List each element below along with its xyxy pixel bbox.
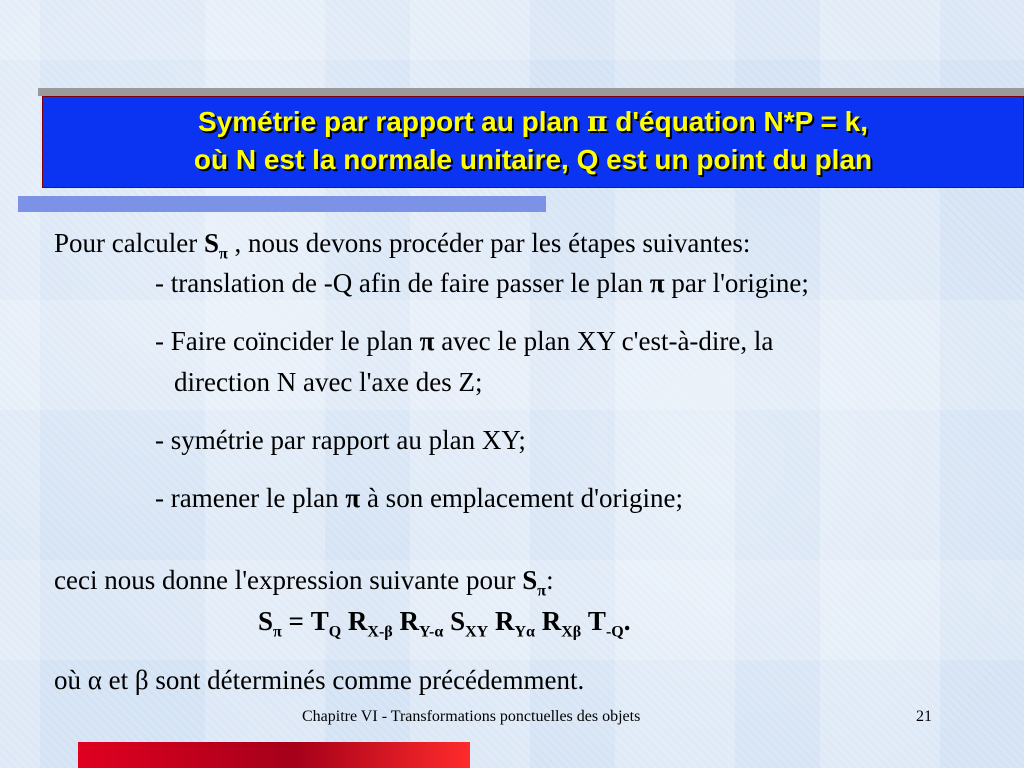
conclusion-s-symbol: S <box>522 565 538 595</box>
final-text-end: sont déterminés comme précédemment. <box>148 665 585 695</box>
slide-title <box>43 103 1023 179</box>
title-line2: où N est la normale unitaire, Q est un point du plan <box>193 144 873 175</box>
formula <box>258 606 631 641</box>
step-2-text-end: avec le plan XY c'est-à-dire, la <box>434 326 774 356</box>
formula-r3: R <box>488 606 515 636</box>
step-4 <box>155 483 683 513</box>
formula-r2: R <box>392 606 419 636</box>
final-text-mid: et <box>101 665 135 695</box>
footer-chapter: Chapitre VI - Transformations ponctuelles des objets <box>302 708 641 725</box>
step-1 <box>155 268 809 298</box>
step-3 <box>155 425 526 455</box>
step-2-cont-text: direction N avec l'axe des Z; <box>174 367 483 397</box>
slide-title-box <box>42 96 1024 188</box>
beta-symbol: β <box>134 665 149 695</box>
intro-text: Pour calculer <box>54 228 204 258</box>
title-line1-a: Symétrie par rapport au plan <box>197 106 587 137</box>
formula-t2: T <box>581 606 606 636</box>
intro-line <box>54 228 751 263</box>
formula-t2-sub: -Q <box>605 623 624 641</box>
step-4-pi: π <box>345 483 361 513</box>
title-shadow-bar <box>38 88 1024 96</box>
final-line <box>54 665 584 695</box>
conclusion-line <box>54 565 554 600</box>
formula-s-sub: π <box>273 623 282 641</box>
formula-equals: = <box>281 606 311 636</box>
formula-t: T <box>310 606 329 636</box>
formula-r3-sub: Yα <box>514 623 535 641</box>
footer-page-number: 21 <box>916 708 932 725</box>
formula-sxy: S <box>443 606 466 636</box>
intro-text-end: , nous devons procéder par les étapes suivantes: <box>227 228 751 258</box>
step-2 <box>155 326 773 356</box>
formula-period: . <box>623 606 631 636</box>
alpha-symbol: α <box>87 665 102 695</box>
step-1-pi: π <box>649 268 665 298</box>
step-4-text-end: à son emplacement d'origine; <box>360 483 683 513</box>
title-accent-bar <box>18 196 546 212</box>
final-text: où <box>54 665 88 695</box>
formula-r4-sub: Xβ <box>561 623 582 641</box>
formula-sxy-sub: XY <box>465 623 489 641</box>
step-4-text: - ramener le plan <box>155 483 346 513</box>
s-symbol: S <box>203 228 219 258</box>
formula-t-sub: Q <box>328 623 342 641</box>
formula-r4: R <box>534 606 562 636</box>
formula-r1: R <box>341 606 368 636</box>
footer-accent-bar <box>78 742 470 768</box>
step-2-continuation <box>174 367 482 397</box>
bg-row-1 <box>0 0 1024 60</box>
title-line1-b: d'équation N*P = k, <box>607 106 869 137</box>
step-1-text-end: par l'origine; <box>664 268 809 298</box>
title-pi-symbol: π <box>586 105 608 138</box>
formula-r2-sub: Y-α <box>418 623 444 641</box>
s-pi-subscript: π <box>218 245 228 263</box>
formula-s: S <box>258 606 274 636</box>
conclusion-pi-subscript: π <box>537 582 547 600</box>
formula-r1-sub: X-β <box>367 623 393 641</box>
step-2-text: - Faire coïncider le plan <box>155 326 420 356</box>
step-3-text: - symétrie par rapport au plan XY; <box>155 425 526 455</box>
step-2-pi: π <box>419 326 435 356</box>
conclusion-text: ceci nous donne l'expression suivante pour <box>54 565 523 595</box>
step-1-text: - translation de -Q afin de faire passer le plan <box>155 268 650 298</box>
conclusion-colon: : <box>546 565 554 595</box>
